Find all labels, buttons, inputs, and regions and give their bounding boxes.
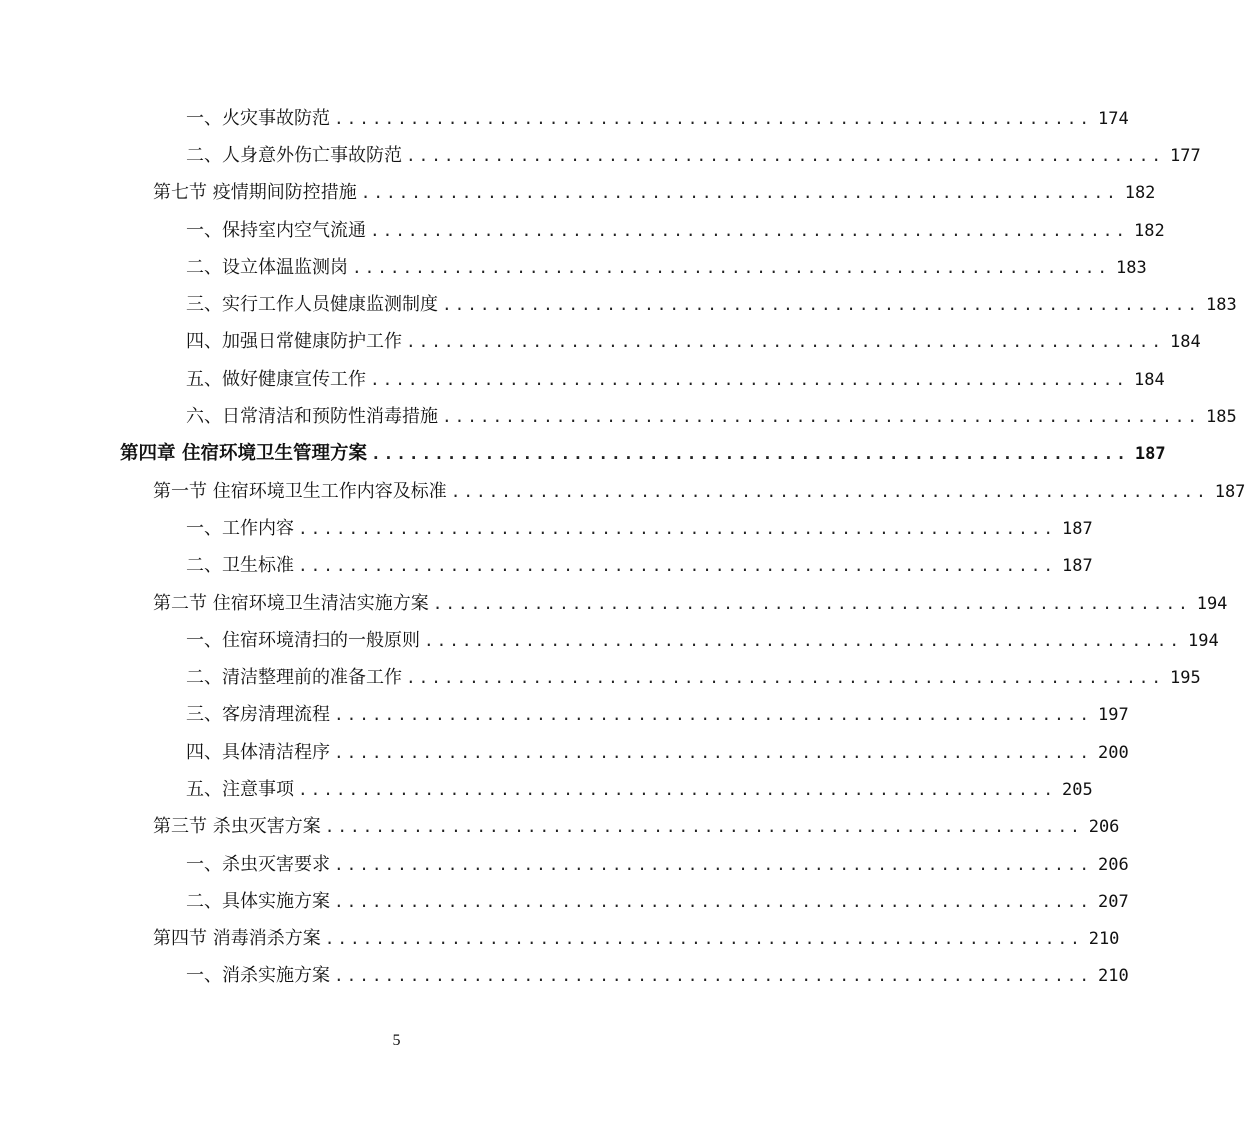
toc-dot-leader: ............................................................ [298, 779, 1056, 799]
toc-entry[interactable] [0, 697, 1129, 734]
toc-entry-page: 174 [1097, 108, 1129, 129]
toc-entry-title: 一、工作内容 [186, 517, 294, 539]
toc-entry-title: 六、日常清洁和预防性消毒措施 [186, 406, 438, 428]
toc-entry-title: 一、保持室内空气流通 [186, 219, 366, 241]
toc-dot-leader: ............................................................ [442, 407, 1200, 427]
toc-dot-leader: ............................................................ [334, 108, 1092, 128]
toc-entry-page: 210 [1088, 929, 1120, 950]
toc-entry[interactable] [0, 249, 1147, 286]
toc-dot-leader: ............................................................ [406, 668, 1164, 688]
toc-dot-leader: ............................................................ [352, 257, 1110, 277]
toc-entry[interactable] [0, 398, 1237, 435]
toc-entry[interactable] [0, 212, 1165, 249]
toc-entry-title: 第四节 消毒消杀方案 [153, 928, 321, 950]
toc-entry-page: 205 [1061, 779, 1093, 800]
toc-dot-leader: ............................................................ [334, 742, 1092, 762]
toc-entry-title: 三、实行工作人员健康监测制度 [186, 294, 438, 316]
toc-dot-leader: ............................................................ [370, 444, 1129, 464]
toc-entry-page: 187 [1214, 481, 1245, 502]
toc-entry-page: 182 [1124, 183, 1156, 204]
toc-entry-page: 200 [1097, 742, 1129, 763]
toc-dot-leader: ............................................................ [442, 295, 1200, 315]
toc-entry-page: 194 [1187, 630, 1219, 651]
toc-dot-leader: ............................................................ [432, 593, 1191, 613]
toc-dot-leader: ............................................................ [370, 369, 1128, 389]
toc-entry-page: 187 [1134, 444, 1166, 465]
toc-entry-title: 二、清洁整理前的准备工作 [186, 667, 402, 689]
toc-entry-page: 182 [1133, 220, 1165, 241]
toc-dot-leader: ............................................................ [406, 332, 1164, 352]
toc-entry-page: 177 [1169, 145, 1201, 166]
toc-entry-title: 四、加强日常健康防护工作 [186, 331, 402, 353]
toc-entry-title: 第三节 杀虫灭害方案 [153, 816, 321, 838]
page-number: 5 [392, 1032, 401, 1049]
toc-entry-title: 一、火灾事故防范 [186, 107, 330, 129]
toc-entry-page: 187 [1061, 556, 1093, 577]
toc-entry-title: 第二节 住宿环境卫生清洁实施方案 [153, 592, 429, 614]
toc-entry-page: 197 [1097, 705, 1129, 726]
toc-entry-title: 一、消杀实施方案 [186, 965, 330, 987]
toc-entry[interactable] [0, 585, 1228, 622]
toc-dot-leader: ............................................................ [298, 518, 1056, 538]
toc-dot-leader: ............................................................ [370, 220, 1128, 240]
toc-entry[interactable] [0, 846, 1129, 883]
toc-entry[interactable] [0, 659, 1201, 696]
toc-dot-leader: ............................................................ [334, 854, 1092, 874]
toc-entry[interactable] [0, 622, 1219, 659]
toc-entry-page: 184 [1133, 369, 1165, 390]
toc-entry-title: 五、做好健康宣传工作 [186, 368, 366, 390]
toc-entry-title: 二、人身意外伤亡事故防范 [186, 144, 402, 166]
toc-entry-page: 194 [1196, 593, 1228, 614]
toc-entry[interactable] [0, 361, 1165, 398]
toc-entry[interactable] [0, 175, 1156, 212]
toc-entry-page: 206 [1097, 854, 1129, 875]
toc-dot-leader: ............................................................ [334, 705, 1092, 725]
toc-entry[interactable] [0, 958, 1129, 995]
toc-entry[interactable] [0, 436, 1166, 473]
toc-entry-page: 183 [1205, 295, 1237, 316]
toc-entry[interactable] [0, 883, 1129, 920]
toc-entry[interactable] [0, 510, 1093, 547]
toc-dot-leader: ............................................................ [334, 966, 1092, 986]
toc-entry-title: 二、设立体温监测岗 [186, 256, 348, 278]
toc-entry[interactable] [0, 921, 1120, 958]
toc-entry-page: 210 [1097, 966, 1129, 987]
toc-dot-leader: ............................................................ [324, 817, 1083, 837]
toc-entry-title: 二、卫生标准 [186, 555, 294, 577]
toc-dot-leader: ............................................................ [406, 145, 1164, 165]
toc-entry[interactable] [0, 137, 1201, 174]
toc-entry-title: 五、注意事项 [186, 778, 294, 800]
toc-entry[interactable] [0, 809, 1120, 846]
toc-entry[interactable] [0, 473, 1245, 510]
toc-entry-page: 187 [1061, 518, 1093, 539]
toc-entry-title: 四、具体清洁程序 [186, 741, 330, 763]
toc-entry-page: 206 [1088, 817, 1120, 838]
toc-entry[interactable] [0, 548, 1093, 585]
toc-entry-page: 207 [1097, 891, 1129, 912]
toc-entry[interactable] [0, 734, 1129, 771]
toc-entry-page: 183 [1115, 257, 1147, 278]
toc-entry[interactable] [0, 286, 1237, 323]
table-of-contents [0, 100, 1245, 995]
toc-entry-page: 195 [1169, 668, 1201, 689]
toc-dot-leader: ............................................................ [424, 630, 1182, 650]
toc-dot-leader: ............................................................ [450, 481, 1209, 501]
toc-dot-leader: ............................................................ [360, 183, 1119, 203]
toc-entry-title: 第一节 住宿环境卫生工作内容及标准 [153, 480, 447, 502]
toc-entry[interactable] [0, 324, 1201, 361]
toc-entry[interactable] [0, 100, 1129, 137]
toc-entry-page: 185 [1205, 407, 1237, 428]
toc-dot-leader: ............................................................ [324, 929, 1083, 949]
toc-entry-title: 一、杀虫灭害要求 [186, 853, 330, 875]
toc-entry-title: 第四章 住宿环境卫生管理方案 [120, 443, 367, 465]
toc-entry-title: 二、具体实施方案 [186, 890, 330, 912]
toc-entry-page: 184 [1169, 332, 1201, 353]
toc-dot-leader: ............................................................ [298, 556, 1056, 576]
toc-entry-title: 三、客房清理流程 [186, 704, 330, 726]
toc-entry-title: 第七节 疫情期间防控措施 [153, 182, 357, 204]
toc-entry[interactable] [0, 771, 1093, 808]
toc-entry-title: 一、住宿环境清扫的一般原则 [186, 629, 420, 651]
toc-dot-leader: ............................................................ [334, 891, 1092, 911]
